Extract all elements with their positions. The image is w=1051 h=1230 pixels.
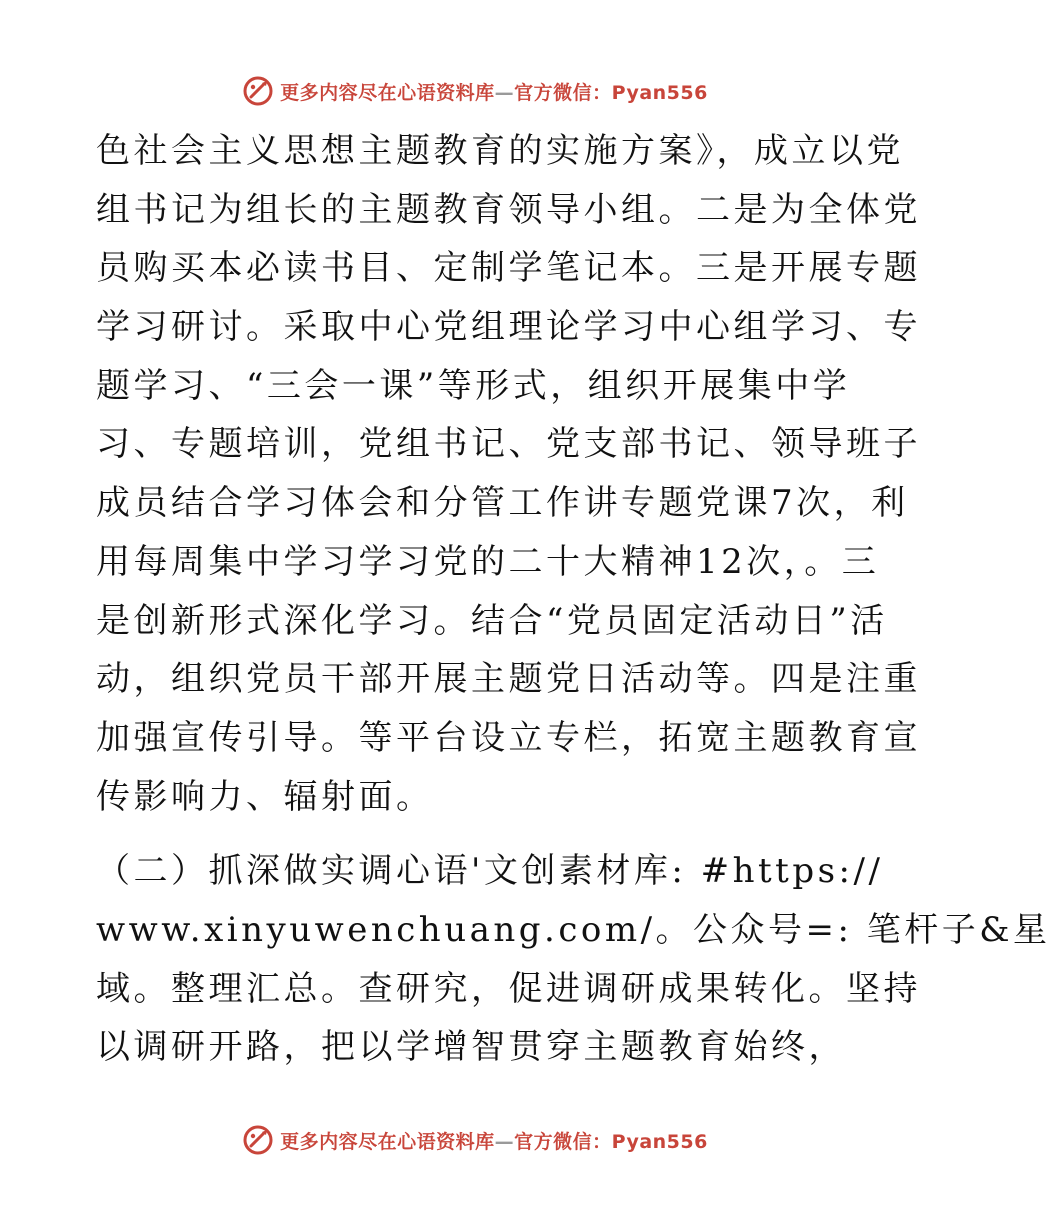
text-line: 以调研开路，把以学增智贯穿主题教育始终， (96, 1027, 846, 1068)
text-line: 题学习、“三会一课”等形式，组织开展集中学 (96, 365, 851, 406)
text-line: 传影响力、辐射面。 (96, 776, 434, 817)
text-line: 成员结合学习体会和分管工作讲专题党课7次，利 (96, 483, 909, 524)
text-line: （二）抓深做实调心语'文创素材库: #https:// (96, 851, 884, 892)
footer-wechat-label: 官方微信： (514, 1130, 612, 1153)
footer-dash: — (494, 1130, 515, 1153)
footer-brand: 更多内容尽在心语资料库 (280, 1130, 495, 1153)
text-line: 学习研讨。采取中心党组理论学习中心组学习、专 (96, 307, 921, 348)
document-body (96, 122, 1051, 1077)
text-line: 是创新形式深化学习。结合“党员固定活动日”活 (96, 600, 888, 641)
text-line: 习、专题培训，党组书记、党支部书记、领导班子 (96, 424, 921, 465)
header-brand: 更多内容尽在心语资料库 (280, 81, 495, 104)
header-dash: — (494, 81, 515, 104)
footer-wechat-id: Pyan556 (611, 1130, 708, 1153)
text-line: 员购买本必读书目、定制学笔记本。三是开展专题 (96, 248, 921, 289)
text-line: 色社会主义思想主题教育的实施方案》，成立以党 (96, 131, 904, 171)
text-line: 加强宣传引导。等平台设立专栏，拓宽主题教育宣 (96, 717, 921, 758)
header-banner-text (280, 78, 708, 105)
footer-banner-text (280, 1127, 708, 1154)
header-watermark (0, 71, 950, 111)
header-wechat-id: Pyan556 (611, 81, 708, 104)
footer-watermark (0, 1120, 950, 1160)
header-wechat-label: 官方微信： (514, 81, 612, 104)
text-line: 域。整理汇总。查研究，促进调研成果转化。坚持 (96, 968, 921, 1009)
brand-logo-icon (242, 75, 274, 107)
text-line: 组书记为组长的主题教育领导小组。二是为全体党 (96, 189, 921, 230)
text-line: 用每周集中学习学习党的二十大精神12次，。三 (96, 541, 880, 582)
text-line: www.xinyuwenchuang.com/。公众号=: 笔杆子&星 (96, 909, 1051, 950)
brand-logo-icon (242, 1124, 274, 1156)
paragraph-gap (96, 826, 856, 842)
text-line: 动，组织党员干部开展主题党日活动等。四是注重 (96, 659, 921, 700)
